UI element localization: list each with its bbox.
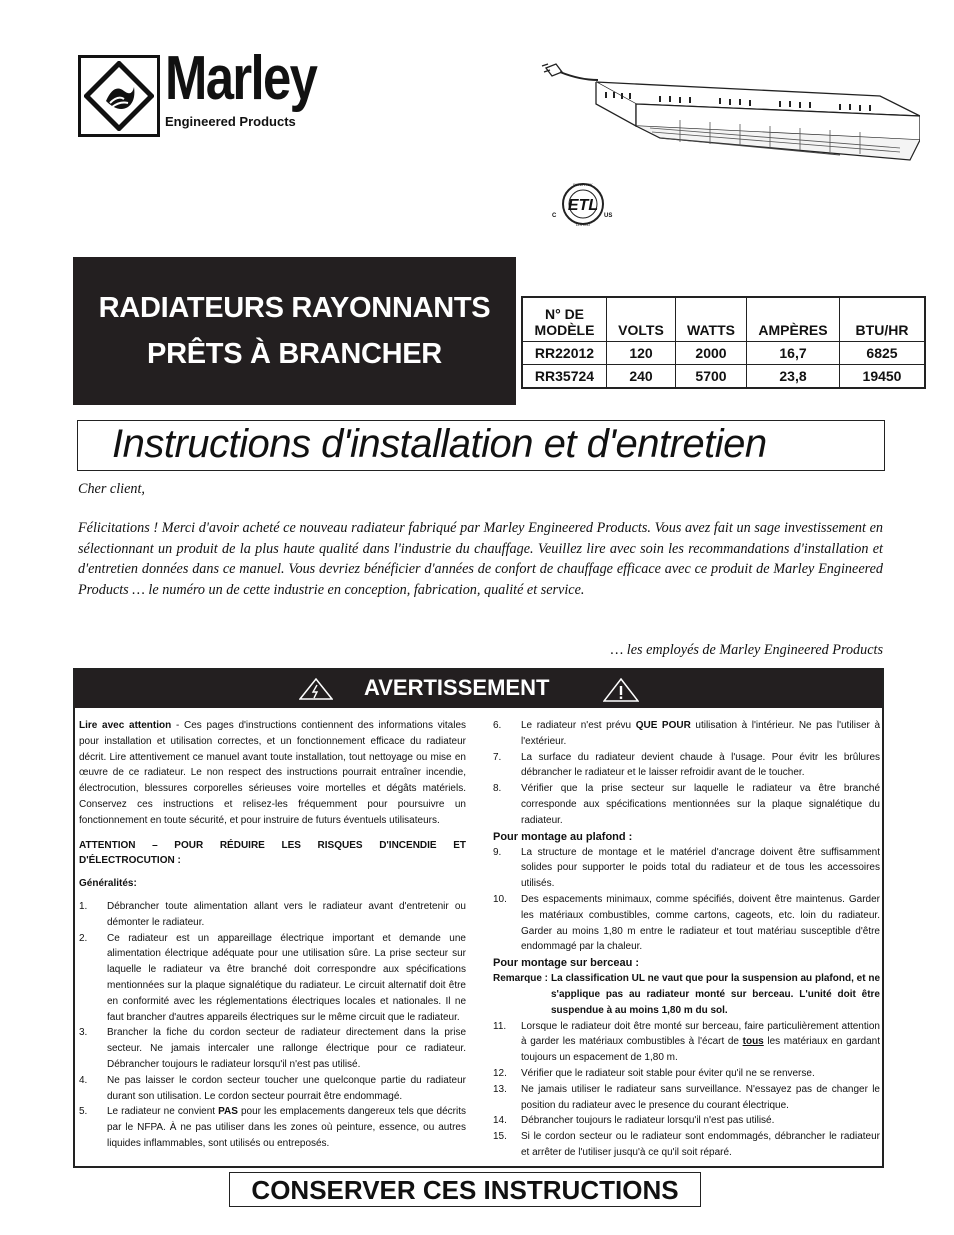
list-item <box>79 1073 466 1105</box>
warning-right-column <box>493 718 880 1161</box>
list-item-number: 9. <box>493 846 502 858</box>
list-item-text: Ce radiateur est un appareillage électrique important et demande une alimentation électrique adéquate pour une utilisation sûre. La prise secteur sur laquelle le radiateur va être branché doit correspondre aux spécifications mentionnées sur la plaque signalétique du radiateur. Le circuit alternatif doit être en conformité avec les réglementations électriques locales et nationales. Il ne faut brancher d'autres appareils électriques sur le même circuit que le radiateur. <box>107 932 466 1023</box>
list-item <box>79 1025 466 1072</box>
list-item-text <box>521 1019 880 1066</box>
list-item <box>493 1019 880 1066</box>
list-item-number: 8. <box>493 783 502 795</box>
warning-general-head: Généralités: <box>79 878 137 890</box>
item-text-post: les matériaux en gardant toujours un espacement de 1,80 m. <box>521 1036 880 1064</box>
item-text-pre: Le radiateur n'est prévu <box>521 720 636 731</box>
spec-cell: 240 <box>607 365 676 389</box>
spec-cell: 16,7 <box>747 342 840 365</box>
item-text-underlined: tous <box>742 1036 764 1048</box>
list-item-number: 11. <box>493 1020 507 1032</box>
list-item <box>493 1082 880 1114</box>
product-title-line1: RADIATEURS RAYONNANTS <box>98 292 491 324</box>
list-item-number: 13. <box>493 1083 507 1095</box>
spec-header-watts: WATTS <box>676 297 747 342</box>
product-title-line2: PRÊTS À BRANCHER <box>147 338 442 370</box>
spec-cell: 23,8 <box>747 365 840 389</box>
caution-icon <box>603 678 639 702</box>
etl-mark-text: ETL <box>567 197 599 214</box>
list-item-text: Vérifier que la prise secteur sur laquelle le radiateur va être branché corresponde aux spécifications mentionnées sur la plaque signalétique du radiateur. <box>521 783 880 826</box>
list-item-number: 7. <box>493 751 502 763</box>
warning-lead-bold: Lire avec attention <box>79 720 172 731</box>
remark-label: Remarque : <box>493 973 549 985</box>
list-item-text: Ne pas laisser le cordon secteur toucher une quelconque partie du radiateur durant son utilisation. Le cordon secteur pourrait être endommagé. <box>107 1074 466 1102</box>
save-instructions-banner: CONSERVER CES INSTRUCTIONS <box>229 1172 701 1207</box>
list-item-text: Des espacements minimaux, comme spécifiés, doivent être maintenus. Garder les matériaux combustibles, comme cartons, cageots, etc. loin du radiateur. Garder au moins 1,80 m entre le radiateur et tout matériau susceptible d'être endommagé par la chaleur. <box>521 893 880 953</box>
list-item-number: 5. <box>79 1106 88 1118</box>
list-item-text: La surface du radiateur devient chaude à l'usage. Pour évitr les brûlures débrancher le radiateur et le laisser refroidir avant de le toucher. <box>521 751 880 779</box>
spec-table <box>521 296 926 389</box>
remark-note <box>493 971 880 1018</box>
list-item <box>493 1066 880 1082</box>
list-item <box>493 718 880 750</box>
list-item <box>79 899 466 931</box>
etl-us-text: US <box>604 213 613 219</box>
warning-left-column <box>79 718 466 1152</box>
list-item-text: Si le cordon secteur ou le radiateur sont endommagés, débrancher le radiateur et arrêter de l'utiliser jusqu'à ce qu'il soit réparé. <box>521 1131 880 1158</box>
list-item-number: 14. <box>493 1115 507 1127</box>
spec-table-header <box>522 297 925 342</box>
item-text-bold: PAS <box>218 1106 238 1118</box>
list-item-number: 12. <box>493 1067 507 1079</box>
list-item <box>493 845 880 892</box>
product-title-block <box>73 257 516 405</box>
list-item-text <box>107 1104 466 1151</box>
list-item <box>79 931 466 1026</box>
spec-header-amperes: AMPÈRES <box>747 297 840 342</box>
list-item <box>493 1113 880 1129</box>
spec-cell: 19450 <box>840 365 926 389</box>
intro-signature: … les employés de Marley Engineered Products <box>610 642 883 658</box>
spec-cell: 2000 <box>676 342 747 365</box>
spec-cell: RR35724 <box>522 365 607 389</box>
list-item-number: 1. <box>79 900 88 912</box>
list-item-text: Ne jamais utiliser le radiateur sans surveillance. N'essayez pas de changer le position du radiateur avec le presence du courant électrique. <box>521 1083 880 1111</box>
brand-name: Marley <box>165 44 317 113</box>
item-text-pre: Le radiateur ne convient <box>107 1106 219 1118</box>
salutation: Cher client, <box>78 481 145 497</box>
intro-paragraph: Félicitations ! Merci d'avoir acheté ce nouveau radiateur fabriqué par Marley Engineered Products. Vous avez fait un sage investissement en sélectionnant un produit de la plus haute qualité dans l'industrie du chauffage. Veuillez lire avec soin les recommandations d'installation et d'entretien données dans ce manuel. Vous devriez bénéficier d'années de confort de chauffage efficace avec ce produit de Marley Engineered Products … le numéro un de cette industrie en conception, fabrication, qualité et service. <box>78 520 883 598</box>
brand-logo-mark <box>78 55 160 137</box>
spec-header-model <box>522 297 607 342</box>
etl-bottom-text: LISTED <box>575 222 591 227</box>
list-item-number: 15. <box>493 1131 507 1143</box>
list-item-number: 10. <box>493 893 507 905</box>
table-row <box>522 365 925 389</box>
list-item <box>493 892 880 955</box>
list-item <box>79 1104 466 1151</box>
electrical-hazard-icon <box>299 678 333 700</box>
page-title: Instructions d'installation et d'entretien <box>77 420 885 471</box>
list-item-text: Vérifier que le radiateur soit stable pour éviter qu'il ne se renverse. <box>521 1067 815 1079</box>
item-text-pre: Lorsque le radiateur doit être monté sur berceau, faire particulièrement attention à garder les matériaux combustibles à l'écart de <box>521 1020 880 1048</box>
list-item <box>493 750 880 782</box>
spec-header-volts: VOLTS <box>607 297 676 342</box>
heater-illustration <box>540 60 920 175</box>
remark-text: La classification UL ne vaut que pour la suspension au plafond, et ne s'applique pas au radiateur monté sur berceau. L'unité doit être suspendue à au moins 1,80 m du sol. <box>551 973 880 1016</box>
table-row <box>522 342 925 365</box>
warning-lead-text: - Ces pages d'instructions contiennent des informations vitales pour installation et utilisation correctes, et un fonctionnement efficace du radiateur décrit. Lire attentivement ce manuel avant toute installation, tout nettoyage ou mise en œuvre de ce radiateur. Le non respect des instructions pourrait entraîner incendie, électrocution, blessures corporelles sérieuses voire mortelles et dégâts matériels. Conservez ces instructions et relisez-les fréquemment pour poursuivre un fonctionnement en toute sécurité, et pour instruire de futurs éventuels utilisateurs. <box>79 720 466 826</box>
flame-emblem-icon <box>84 61 154 131</box>
etl-top-text: INTERTEK <box>573 182 593 187</box>
item-text-post: utilisation à l'intérieur. Ne pas l'utiliser à l'extérieur. <box>521 720 881 747</box>
list-item-number: 2. <box>79 932 88 944</box>
warning-lead-paragraph <box>79 718 466 829</box>
spec-header-model-line1: N° DE <box>544 306 585 322</box>
list-item <box>493 1129 880 1161</box>
list-item-number: 4. <box>79 1074 88 1086</box>
ceiling-mount-heading: Pour montage au plafond : <box>493 830 633 843</box>
list-item-text: Brancher la fiche du cordon secteur de radiateur directement dans la prise secteur. Ne jamais intercaler une rallonge électrique pour ce radiateur. Débrancher toujours le radiateur lorsqu'il n'est pas utilisé. <box>107 1027 466 1070</box>
list-item <box>493 781 880 828</box>
spec-header-btu: BTU/HR <box>840 297 926 342</box>
list-item-text: La structure de montage et le matériel d'ancrage doivent être suffisamment solides pour supporter le poids total du radiateur et de tous les accessoires utilisés. <box>521 846 880 890</box>
etl-c-text: C <box>552 213 557 219</box>
list-item-text: Débrancher toujours le radiateur lorsqu'il n'est pas utilisé. <box>521 1115 775 1127</box>
item-text-bold: QUE POUR <box>635 720 691 731</box>
warning-box <box>73 668 884 1168</box>
spec-header-model-line2: MODÈLE <box>534 322 595 338</box>
cradle-mount-heading: Pour montage sur berceau : <box>493 957 640 970</box>
item-text-post: pour les emplacements dangereux tels que décrits par le NFPA. À ne pas utiliser dans les zones où peinture, essence, ou autres liquides inflammables, sont utilisés ou entreposés. <box>107 1106 466 1149</box>
list-item-number: 6. <box>493 720 502 731</box>
spec-cell: 6825 <box>840 342 926 365</box>
spec-cell: RR22012 <box>522 342 607 365</box>
spec-cell: 120 <box>607 342 676 365</box>
list-item-text <box>521 718 880 750</box>
list-item-number: 3. <box>79 1027 88 1039</box>
spec-cell: 5700 <box>676 365 747 389</box>
list-item-text: Débrancher toute alimentation allant vers le radiateur avant d'entretenir ou démonter le radiateur. <box>107 900 466 928</box>
warning-title: AVERTISSEMENT <box>364 675 550 700</box>
etl-certification-mark <box>548 176 618 237</box>
warning-attention: ATTENTION – POUR RÉDUIRE LES RISQUES D'INCENDIE ET D'ÉLECTROCUTION : <box>79 839 466 867</box>
brand-tagline: Engineered Products <box>165 114 296 129</box>
warning-header <box>75 670 882 708</box>
